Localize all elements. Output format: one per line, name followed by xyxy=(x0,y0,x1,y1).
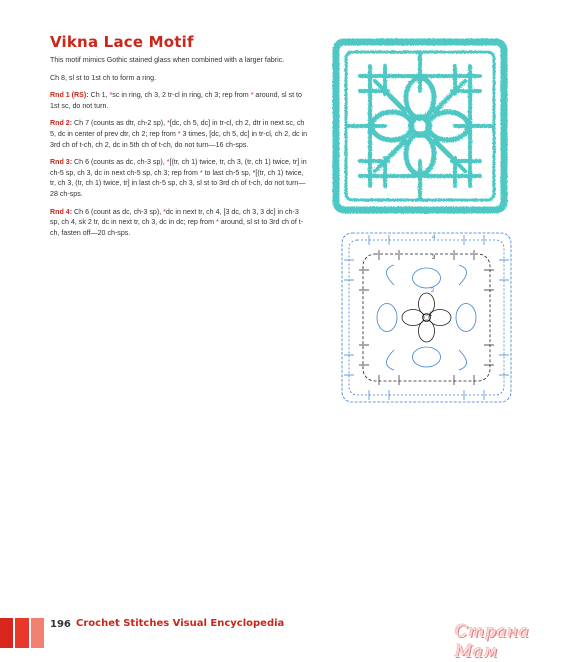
repeat-star: * xyxy=(199,168,203,177)
round-text: Ch 1, xyxy=(88,91,110,100)
round-4 xyxy=(50,207,308,239)
round-label: Rnd 4: xyxy=(50,207,73,216)
round-text: [(tr, ch 1) twice, tr, ch 3, (tr, ch 1) twice, tr] in ch-5 sp, ch 3, dc in next ch-5 sp, ch 3; rep from xyxy=(50,158,307,177)
repeat-star: * xyxy=(167,119,170,128)
stitch-chart xyxy=(339,230,514,405)
repeat-star: * xyxy=(250,91,254,100)
round-1 xyxy=(50,90,308,111)
round-number-3: 3 xyxy=(432,255,436,261)
repeat-star: * xyxy=(166,158,170,167)
round-label: Rnd 2: xyxy=(50,119,73,128)
round-text: 3 times, [dc, ch 5, dc] in tr-cl, ch 2, dc in 3rd ch of t-ch, ch 2, dc in 5th ch of t-ch, do not turn—16 ch-sps. xyxy=(50,129,308,149)
watermark: Страна Мам xyxy=(455,622,530,662)
round-text: dc in next tr, ch 4, [3 dc, ch 3, 3 dc] in ch-3 sp, ch 4, sk 2 tr, dc in next tr, ch 3, dc in dc; rep from xyxy=(50,207,299,227)
intro-text: This motif mimics Gothic stained glass when combined with a larger fabric. xyxy=(50,56,285,64)
repeat-star: * xyxy=(109,91,113,100)
pattern-instructions xyxy=(50,55,308,245)
page-title: Vikna Lace Motif xyxy=(50,33,194,51)
round-text: Ch 6 (count as dc, ch-3 sp), xyxy=(72,207,164,216)
round-text: Ch 6 (counts as dc, ch-3 sp), xyxy=(72,158,167,167)
round-text: [dc, ch 5, dc] in tr-cl, ch 2, dtr in next sc, ch 5, dc in center of prev dtr, ch 2; rep from xyxy=(50,119,305,138)
repeat-star: * xyxy=(163,207,166,216)
round-label: Rnd 1 (RS): xyxy=(50,91,89,100)
round-text: sc in ring, ch 3, 2 tr-cl in ring, ch 3; rep from xyxy=(112,91,251,100)
repeat-star: * xyxy=(216,218,219,227)
round-number-4: 4 xyxy=(432,235,436,241)
motif-photo xyxy=(330,36,510,216)
round-2 xyxy=(50,118,308,150)
round-text: around, sl st to 1st sc, do not turn. xyxy=(50,91,302,110)
page-number: 196 xyxy=(50,619,71,630)
footer-color-bar xyxy=(0,618,46,648)
round-label: Rnd 3: xyxy=(50,158,73,167)
round-number-2: 2 xyxy=(431,288,435,294)
round-text: to last ch-5 sp, *[(tr, ch 1) twice, tr, ch 3, (tr, ch 1) twice, tr] in last ch-5 sp, ch 3, sl st to 3rd ch of t-ch, do not turn—28 ch-sps. xyxy=(50,168,306,198)
repeat-star: * xyxy=(177,129,181,138)
round-3 xyxy=(50,157,308,199)
round-text: around, sl st to 3rd ch of t-ch, fasten off—20 ch-sps. xyxy=(50,218,304,237)
round-number-1: 1 xyxy=(429,312,433,318)
setup-text: Ch 8, sl st to 1st ch to form a ring. xyxy=(50,73,157,82)
book-title: Crochet Stitches Visual Encyclopedia xyxy=(76,618,285,629)
round-text: Ch 7 (counts as dtr, ch-2 sp), xyxy=(72,119,168,128)
